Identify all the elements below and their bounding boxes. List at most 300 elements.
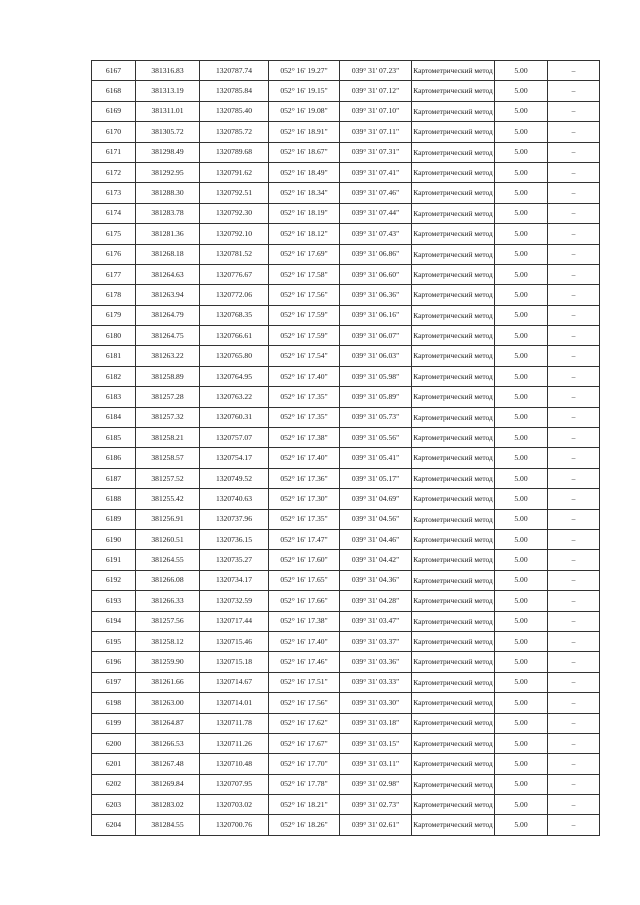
x-coordinate-cell: 381258.57 — [136, 448, 200, 468]
point-number-cell: 6169 — [92, 101, 136, 121]
table-row — [92, 713, 600, 733]
table-row — [92, 489, 600, 509]
description-cell: – — [548, 162, 600, 182]
accuracy-cell: 5.00 — [495, 672, 548, 692]
table-row — [92, 428, 600, 448]
y-coordinate-cell: 1320763.22 — [200, 387, 269, 407]
y-coordinate-cell: 1320707.95 — [200, 774, 269, 794]
method-cell: Картометрический метод — [412, 489, 495, 509]
accuracy-cell: 5.00 — [495, 122, 548, 142]
method-cell: Картометрический метод — [412, 672, 495, 692]
table-body — [92, 61, 600, 836]
y-coordinate-cell: 1320787.74 — [200, 61, 269, 81]
description-cell: – — [548, 489, 600, 509]
y-coordinate-cell: 1320749.52 — [200, 468, 269, 488]
longitude-cell: 039° 31' 04.56" — [340, 509, 412, 529]
accuracy-cell: 5.00 — [495, 754, 548, 774]
method-cell: Картометрический метод — [412, 591, 495, 611]
description-cell: – — [548, 61, 600, 81]
point-number-cell: 6184 — [92, 407, 136, 427]
y-coordinate-cell: 1320785.40 — [200, 101, 269, 121]
table-row — [92, 529, 600, 549]
point-number-cell: 6175 — [92, 224, 136, 244]
x-coordinate-cell: 381311.01 — [136, 101, 200, 121]
table-row — [92, 183, 600, 203]
description-cell: – — [548, 101, 600, 121]
x-coordinate-cell: 381298.49 — [136, 142, 200, 162]
point-number-cell: 6194 — [92, 611, 136, 631]
x-coordinate-cell: 381263.22 — [136, 346, 200, 366]
accuracy-cell: 5.00 — [495, 428, 548, 448]
accuracy-cell: 5.00 — [495, 407, 548, 427]
accuracy-cell: 5.00 — [495, 815, 548, 835]
accuracy-cell: 5.00 — [495, 631, 548, 651]
y-coordinate-cell: 1320785.84 — [200, 81, 269, 101]
point-number-cell: 6203 — [92, 795, 136, 815]
y-coordinate-cell: 1320734.17 — [200, 570, 269, 590]
description-cell: – — [548, 815, 600, 835]
longitude-cell: 039° 31' 06.03" — [340, 346, 412, 366]
accuracy-cell: 5.00 — [495, 101, 548, 121]
x-coordinate-cell: 381288.30 — [136, 183, 200, 203]
accuracy-cell: 5.00 — [495, 733, 548, 753]
longitude-cell: 039° 31' 05.98" — [340, 366, 412, 386]
point-number-cell: 6187 — [92, 468, 136, 488]
method-cell: Картометрический метод — [412, 387, 495, 407]
latitude-cell: 052° 16' 17.38" — [269, 428, 340, 448]
table-row — [92, 244, 600, 264]
longitude-cell: 039° 31' 03.33" — [340, 672, 412, 692]
longitude-cell: 039° 31' 07.41" — [340, 162, 412, 182]
y-coordinate-cell: 1320791.62 — [200, 162, 269, 182]
longitude-cell: 039° 31' 03.30" — [340, 693, 412, 713]
x-coordinate-cell: 381263.00 — [136, 693, 200, 713]
x-coordinate-cell: 381260.51 — [136, 529, 200, 549]
y-coordinate-cell: 1320792.10 — [200, 224, 269, 244]
y-coordinate-cell: 1320792.30 — [200, 203, 269, 223]
accuracy-cell: 5.00 — [495, 774, 548, 794]
point-number-cell: 6170 — [92, 122, 136, 142]
longitude-cell: 039° 31' 03.18" — [340, 713, 412, 733]
table-row — [92, 754, 600, 774]
x-coordinate-cell: 381313.19 — [136, 81, 200, 101]
point-number-cell: 6200 — [92, 733, 136, 753]
point-number-cell: 6198 — [92, 693, 136, 713]
method-cell: Картометрический метод — [412, 693, 495, 713]
latitude-cell: 052° 16' 17.35" — [269, 387, 340, 407]
description-cell: – — [548, 774, 600, 794]
latitude-cell: 052° 16' 18.91" — [269, 122, 340, 142]
y-coordinate-cell: 1320776.67 — [200, 264, 269, 284]
longitude-cell: 039° 31' 05.56" — [340, 428, 412, 448]
longitude-cell: 039° 31' 03.11" — [340, 754, 412, 774]
description-cell: – — [548, 631, 600, 651]
longitude-cell: 039° 31' 04.69" — [340, 489, 412, 509]
latitude-cell: 052° 16' 17.66" — [269, 591, 340, 611]
accuracy-cell: 5.00 — [495, 591, 548, 611]
latitude-cell: 052° 16' 18.21" — [269, 795, 340, 815]
latitude-cell: 052° 16' 17.62" — [269, 713, 340, 733]
latitude-cell: 052° 16' 18.67" — [269, 142, 340, 162]
description-cell: – — [548, 366, 600, 386]
latitude-cell: 052° 16' 17.35" — [269, 407, 340, 427]
description-cell: – — [548, 122, 600, 142]
latitude-cell: 052° 16' 17.51" — [269, 672, 340, 692]
table-row — [92, 693, 600, 713]
longitude-cell: 039° 31' 04.42" — [340, 550, 412, 570]
latitude-cell: 052° 16' 17.36" — [269, 468, 340, 488]
x-coordinate-cell: 381281.36 — [136, 224, 200, 244]
x-coordinate-cell: 381261.66 — [136, 672, 200, 692]
y-coordinate-cell: 1320754.17 — [200, 448, 269, 468]
point-number-cell: 6186 — [92, 448, 136, 468]
x-coordinate-cell: 381264.87 — [136, 713, 200, 733]
table-row — [92, 101, 600, 121]
method-cell: Картометрический метод — [412, 550, 495, 570]
longitude-cell: 039° 31' 07.23" — [340, 61, 412, 81]
point-number-cell: 6171 — [92, 142, 136, 162]
x-coordinate-cell: 381256.91 — [136, 509, 200, 529]
latitude-cell: 052° 16' 17.65" — [269, 570, 340, 590]
description-cell: – — [548, 428, 600, 448]
description-cell: – — [548, 142, 600, 162]
longitude-cell: 039° 31' 02.61" — [340, 815, 412, 835]
point-number-cell: 6168 — [92, 81, 136, 101]
accuracy-cell: 5.00 — [495, 305, 548, 325]
accuracy-cell: 5.00 — [495, 448, 548, 468]
latitude-cell: 052° 16' 17.69" — [269, 244, 340, 264]
latitude-cell: 052° 16' 17.56" — [269, 285, 340, 305]
x-coordinate-cell: 381264.55 — [136, 550, 200, 570]
table-row — [92, 407, 600, 427]
latitude-cell: 052° 16' 18.49" — [269, 162, 340, 182]
table-row — [92, 366, 600, 386]
method-cell: Картометрический метод — [412, 468, 495, 488]
method-cell: Картометрический метод — [412, 162, 495, 182]
description-cell: – — [548, 244, 600, 264]
accuracy-cell: 5.00 — [495, 489, 548, 509]
method-cell: Картометрический метод — [412, 774, 495, 794]
description-cell: – — [548, 509, 600, 529]
accuracy-cell: 5.00 — [495, 366, 548, 386]
point-number-cell: 6195 — [92, 631, 136, 651]
table-row — [92, 774, 600, 794]
point-number-cell: 6182 — [92, 366, 136, 386]
point-number-cell: 6202 — [92, 774, 136, 794]
point-number-cell: 6172 — [92, 162, 136, 182]
accuracy-cell: 5.00 — [495, 264, 548, 284]
longitude-cell: 039° 31' 07.12" — [340, 81, 412, 101]
description-cell: – — [548, 591, 600, 611]
table-row — [92, 142, 600, 162]
point-number-cell: 6204 — [92, 815, 136, 835]
accuracy-cell: 5.00 — [495, 224, 548, 244]
latitude-cell: 052° 16' 17.40" — [269, 448, 340, 468]
table-row — [92, 285, 600, 305]
latitude-cell: 052° 16' 17.67" — [269, 733, 340, 753]
description-cell: – — [548, 183, 600, 203]
method-cell: Картометрический метод — [412, 81, 495, 101]
y-coordinate-cell: 1320714.01 — [200, 693, 269, 713]
y-coordinate-cell: 1320760.31 — [200, 407, 269, 427]
y-coordinate-cell: 1320772.06 — [200, 285, 269, 305]
y-coordinate-cell: 1320703.02 — [200, 795, 269, 815]
method-cell: Картометрический метод — [412, 224, 495, 244]
x-coordinate-cell: 381258.89 — [136, 366, 200, 386]
longitude-cell: 039° 31' 04.46" — [340, 529, 412, 549]
y-coordinate-cell: 1320757.07 — [200, 428, 269, 448]
latitude-cell: 052° 16' 18.19" — [269, 203, 340, 223]
longitude-cell: 039° 31' 06.86" — [340, 244, 412, 264]
longitude-cell: 039° 31' 05.17" — [340, 468, 412, 488]
x-coordinate-cell: 381305.72 — [136, 122, 200, 142]
y-coordinate-cell: 1320768.35 — [200, 305, 269, 325]
point-number-cell: 6201 — [92, 754, 136, 774]
latitude-cell: 052° 16' 19.15" — [269, 81, 340, 101]
table-row — [92, 264, 600, 284]
table-row — [92, 162, 600, 182]
accuracy-cell: 5.00 — [495, 652, 548, 672]
description-cell: – — [548, 285, 600, 305]
description-cell: – — [548, 407, 600, 427]
x-coordinate-cell: 381283.78 — [136, 203, 200, 223]
x-coordinate-cell: 381316.83 — [136, 61, 200, 81]
method-cell: Картометрический метод — [412, 244, 495, 264]
y-coordinate-cell: 1320717.44 — [200, 611, 269, 631]
table-row — [92, 652, 600, 672]
method-cell: Картометрический метод — [412, 428, 495, 448]
accuracy-cell: 5.00 — [495, 550, 548, 570]
description-cell: – — [548, 305, 600, 325]
point-number-cell: 6178 — [92, 285, 136, 305]
accuracy-cell: 5.00 — [495, 529, 548, 549]
x-coordinate-cell: 381283.02 — [136, 795, 200, 815]
point-number-cell: 6183 — [92, 387, 136, 407]
latitude-cell: 052° 16' 17.40" — [269, 631, 340, 651]
x-coordinate-cell: 381264.63 — [136, 264, 200, 284]
method-cell: Картометрический метод — [412, 101, 495, 121]
method-cell: Картометрический метод — [412, 366, 495, 386]
longitude-cell: 039° 31' 05.89" — [340, 387, 412, 407]
longitude-cell: 039° 31' 03.47" — [340, 611, 412, 631]
table-row — [92, 122, 600, 142]
description-cell: – — [548, 733, 600, 753]
latitude-cell: 052° 16' 17.56" — [269, 693, 340, 713]
latitude-cell: 052° 16' 17.59" — [269, 305, 340, 325]
latitude-cell: 052° 16' 19.08" — [269, 101, 340, 121]
x-coordinate-cell: 381258.12 — [136, 631, 200, 651]
longitude-cell: 039° 31' 05.73" — [340, 407, 412, 427]
method-cell: Картометрический метод — [412, 611, 495, 631]
y-coordinate-cell: 1320711.78 — [200, 713, 269, 733]
x-coordinate-cell: 381268.18 — [136, 244, 200, 264]
longitude-cell: 039° 31' 07.43" — [340, 224, 412, 244]
x-coordinate-cell: 381284.55 — [136, 815, 200, 835]
longitude-cell: 039° 31' 05.41" — [340, 448, 412, 468]
x-coordinate-cell: 381266.33 — [136, 591, 200, 611]
accuracy-cell: 5.00 — [495, 693, 548, 713]
longitude-cell: 039° 31' 02.73" — [340, 795, 412, 815]
y-coordinate-cell: 1320792.51 — [200, 183, 269, 203]
longitude-cell: 039° 31' 07.31" — [340, 142, 412, 162]
accuracy-cell: 5.00 — [495, 142, 548, 162]
longitude-cell: 039° 31' 06.07" — [340, 326, 412, 346]
y-coordinate-cell: 1320737.96 — [200, 509, 269, 529]
method-cell: Картометрический метод — [412, 285, 495, 305]
method-cell: Картометрический метод — [412, 61, 495, 81]
point-number-cell: 6177 — [92, 264, 136, 284]
method-cell: Картометрический метод — [412, 631, 495, 651]
x-coordinate-cell: 381263.94 — [136, 285, 200, 305]
accuracy-cell: 5.00 — [495, 203, 548, 223]
description-cell: – — [548, 550, 600, 570]
x-coordinate-cell: 381257.56 — [136, 611, 200, 631]
description-cell: – — [548, 713, 600, 733]
accuracy-cell: 5.00 — [495, 61, 548, 81]
longitude-cell: 039° 31' 06.36" — [340, 285, 412, 305]
y-coordinate-cell: 1320766.61 — [200, 326, 269, 346]
table-row — [92, 509, 600, 529]
y-coordinate-cell: 1320711.26 — [200, 733, 269, 753]
x-coordinate-cell: 381267.48 — [136, 754, 200, 774]
table-row — [92, 387, 600, 407]
table-row — [92, 733, 600, 753]
accuracy-cell: 5.00 — [495, 611, 548, 631]
latitude-cell: 052° 16' 17.30" — [269, 489, 340, 509]
description-cell: – — [548, 754, 600, 774]
point-number-cell: 6196 — [92, 652, 136, 672]
latitude-cell: 052° 16' 17.54" — [269, 346, 340, 366]
longitude-cell: 039° 31' 04.36" — [340, 570, 412, 590]
point-number-cell: 6179 — [92, 305, 136, 325]
description-cell: – — [548, 652, 600, 672]
method-cell: Картометрический метод — [412, 509, 495, 529]
table-row — [92, 591, 600, 611]
y-coordinate-cell: 1320710.48 — [200, 754, 269, 774]
x-coordinate-cell: 381257.32 — [136, 407, 200, 427]
method-cell: Картометрический метод — [412, 570, 495, 590]
method-cell: Картометрический метод — [412, 203, 495, 223]
accuracy-cell: 5.00 — [495, 285, 548, 305]
y-coordinate-cell: 1320715.18 — [200, 652, 269, 672]
table-row — [92, 326, 600, 346]
point-number-cell: 6176 — [92, 244, 136, 264]
accuracy-cell: 5.00 — [495, 183, 548, 203]
method-cell: Картометрический метод — [412, 795, 495, 815]
point-number-cell: 6174 — [92, 203, 136, 223]
longitude-cell: 039° 31' 02.98" — [340, 774, 412, 794]
latitude-cell: 052° 16' 17.60" — [269, 550, 340, 570]
method-cell: Картометрический метод — [412, 529, 495, 549]
x-coordinate-cell: 381257.52 — [136, 468, 200, 488]
accuracy-cell: 5.00 — [495, 387, 548, 407]
y-coordinate-cell: 1320732.59 — [200, 591, 269, 611]
description-cell: – — [548, 346, 600, 366]
method-cell: Картометрический метод — [412, 652, 495, 672]
x-coordinate-cell: 381269.84 — [136, 774, 200, 794]
x-coordinate-cell: 381255.42 — [136, 489, 200, 509]
longitude-cell: 039° 31' 07.10" — [340, 101, 412, 121]
longitude-cell: 039° 31' 07.11" — [340, 122, 412, 142]
table-row — [92, 795, 600, 815]
description-cell: – — [548, 326, 600, 346]
x-coordinate-cell: 381258.21 — [136, 428, 200, 448]
description-cell: – — [548, 570, 600, 590]
accuracy-cell: 5.00 — [495, 346, 548, 366]
method-cell: Картометрический метод — [412, 346, 495, 366]
y-coordinate-cell: 1320789.68 — [200, 142, 269, 162]
y-coordinate-cell: 1320740.63 — [200, 489, 269, 509]
table-row — [92, 815, 600, 835]
table-row — [92, 672, 600, 692]
description-cell: – — [548, 529, 600, 549]
description-cell: – — [548, 224, 600, 244]
table-row — [92, 203, 600, 223]
accuracy-cell: 5.00 — [495, 81, 548, 101]
table-row — [92, 611, 600, 631]
method-cell: Картометрический метод — [412, 754, 495, 774]
y-coordinate-cell: 1320785.72 — [200, 122, 269, 142]
latitude-cell: 052° 16' 17.78" — [269, 774, 340, 794]
description-cell: – — [548, 693, 600, 713]
y-coordinate-cell: 1320714.67 — [200, 672, 269, 692]
table-row — [92, 224, 600, 244]
description-cell: – — [548, 387, 600, 407]
longitude-cell: 039° 31' 03.15" — [340, 733, 412, 753]
table-row — [92, 305, 600, 325]
coordinates-table — [91, 60, 600, 836]
y-coordinate-cell: 1320764.95 — [200, 366, 269, 386]
longitude-cell: 039° 31' 03.36" — [340, 652, 412, 672]
latitude-cell: 052° 16' 17.47" — [269, 529, 340, 549]
point-number-cell: 6188 — [92, 489, 136, 509]
method-cell: Картометрический метод — [412, 122, 495, 142]
description-cell: – — [548, 81, 600, 101]
table-row — [92, 81, 600, 101]
method-cell: Картометрический метод — [412, 407, 495, 427]
accuracy-cell: 5.00 — [495, 509, 548, 529]
table-row — [92, 550, 600, 570]
longitude-cell: 039° 31' 07.46" — [340, 183, 412, 203]
method-cell: Картометрический метод — [412, 448, 495, 468]
method-cell: Картометрический метод — [412, 264, 495, 284]
description-cell: – — [548, 468, 600, 488]
longitude-cell: 039° 31' 06.60" — [340, 264, 412, 284]
point-number-cell: 6181 — [92, 346, 136, 366]
accuracy-cell: 5.00 — [495, 795, 548, 815]
description-cell: – — [548, 203, 600, 223]
accuracy-cell: 5.00 — [495, 570, 548, 590]
latitude-cell: 052° 16' 18.26" — [269, 815, 340, 835]
longitude-cell: 039° 31' 03.37" — [340, 631, 412, 651]
point-number-cell: 6189 — [92, 509, 136, 529]
description-cell: – — [548, 611, 600, 631]
longitude-cell: 039° 31' 07.44" — [340, 203, 412, 223]
latitude-cell: 052° 16' 17.70" — [269, 754, 340, 774]
latitude-cell: 052° 16' 17.46" — [269, 652, 340, 672]
x-coordinate-cell: 381259.90 — [136, 652, 200, 672]
method-cell: Картометрический метод — [412, 305, 495, 325]
description-cell: – — [548, 795, 600, 815]
x-coordinate-cell: 381264.75 — [136, 326, 200, 346]
latitude-cell: 052° 16' 19.27" — [269, 61, 340, 81]
accuracy-cell: 5.00 — [495, 162, 548, 182]
x-coordinate-cell: 381292.95 — [136, 162, 200, 182]
latitude-cell: 052° 16' 17.38" — [269, 611, 340, 631]
point-number-cell: 6167 — [92, 61, 136, 81]
method-cell: Картометрический метод — [412, 183, 495, 203]
table-row — [92, 570, 600, 590]
